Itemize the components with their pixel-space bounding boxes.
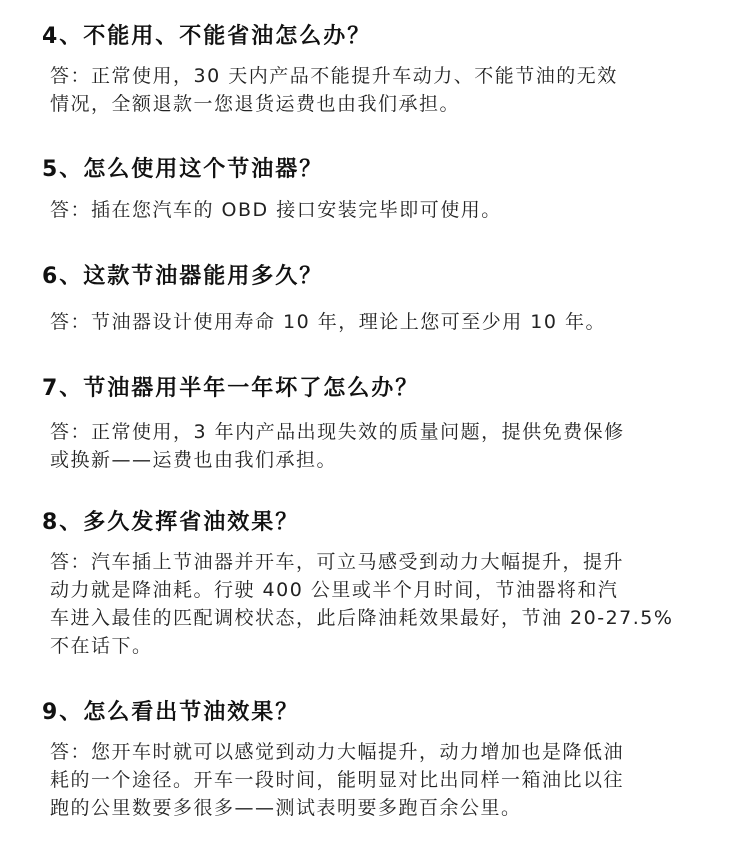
answer-line: 答：正常使用，3 年内产品出现失效的质量问题，提供免费保修	[50, 421, 625, 443]
answer-line: 答：汽车插上节油器并开车，可立马感受到动力大幅提升，提升	[50, 551, 625, 573]
answer-line: 跑的公里数要多很多——测试表明要多跑百余公里。	[50, 797, 522, 819]
faq-answer	[50, 418, 720, 474]
answer-line: 答：节油器设计使用寿命 10 年，理论上您可至少用 10 年。	[50, 311, 607, 333]
faq-question: 6、这款节油器能用多久？	[42, 264, 324, 289]
faq-answer	[50, 548, 720, 660]
faq-question: 9、怎么看出节油效果？	[42, 700, 300, 725]
answer-line: 答：正常使用，30 天内产品不能提升车动力、不能节油的无效	[50, 65, 618, 87]
faq-answer	[50, 196, 720, 224]
faq-question: 7、节油器用半年一年坏了怎么办？	[42, 376, 420, 401]
faq-question: 5、怎么使用这个节油器？	[42, 157, 324, 182]
answer-line: 动力就是降油耗。行驶 400 公里或半个月时间，节油器将和汽	[50, 579, 619, 601]
answer-line: 或换新——运费也由我们承担。	[50, 449, 338, 471]
answer-line: 车进入最佳的匹配调校状态，此后降油耗效果最好，节油 20-27.5%	[50, 607, 674, 629]
answer-line: 情况，全额退款一您退货运费也由我们承担。	[50, 93, 461, 115]
faq-answer	[50, 308, 720, 336]
faq-answer	[50, 62, 720, 118]
answer-line: 不在话下。	[50, 635, 153, 657]
faq-question: 8、多久发挥省油效果？	[42, 510, 300, 535]
faq-question: 4、不能用、不能省油怎么办？	[42, 24, 372, 49]
faq-answer	[50, 738, 720, 822]
answer-line: 答：您开车时就可以感觉到动力大幅提升，动力增加也是降低油	[50, 741, 625, 763]
answer-line: 耗的一个途径。开车一段时间，能明显对比出同样一箱油比以往	[50, 769, 625, 791]
answer-line: 答：插在您汽车的 OBD 接口安装完毕即可使用。	[50, 199, 502, 221]
